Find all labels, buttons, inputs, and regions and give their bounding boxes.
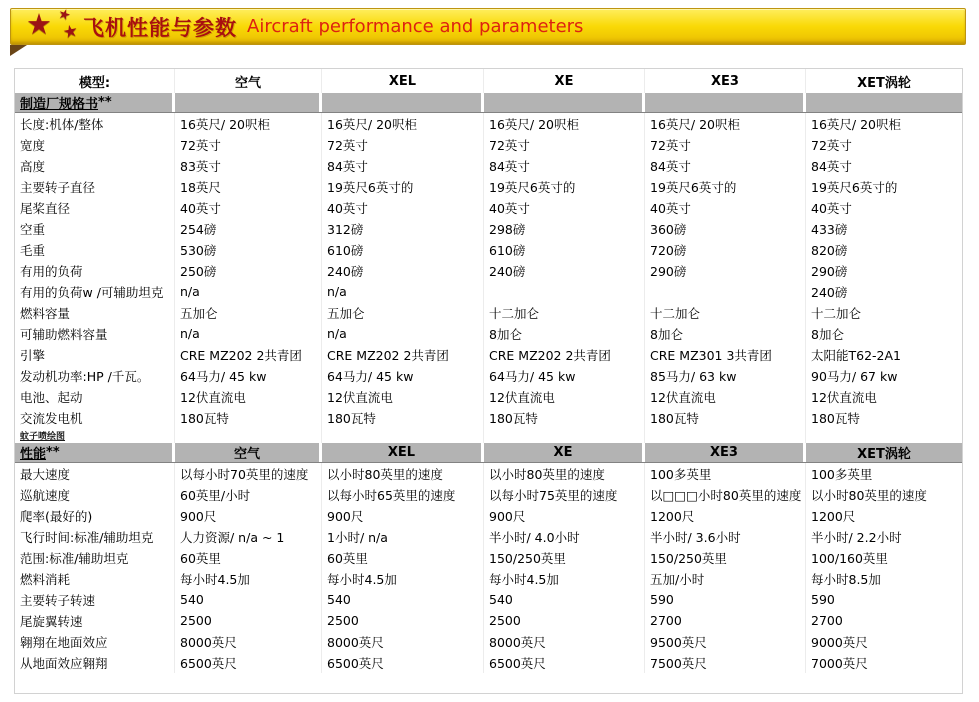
value-cell: 6500英尺 — [322, 652, 484, 673]
value-cell: 以小时80英里的速度 — [484, 463, 645, 484]
value-cell: 以□□□小时80英里的速度 — [645, 484, 806, 505]
row-label: 宽度 — [15, 134, 175, 155]
value-cell: 12伏直流电 — [322, 386, 484, 407]
value-cell: 100多英里 — [645, 463, 806, 484]
value-cell: CRE MZ202 2共青团 — [175, 344, 322, 365]
table-row — [15, 344, 962, 365]
row-label: 爬率(最好的) — [15, 505, 175, 526]
row-label: 引擎 — [15, 344, 175, 365]
value-cell: 84英寸 — [811, 158, 852, 174]
value-cell: 180瓦特 — [322, 407, 484, 428]
value-cell: 250磅 — [175, 260, 322, 281]
value-cell: 19英尺6英寸的 — [645, 176, 806, 197]
value-cell: 312磅 — [322, 218, 484, 239]
table-row — [15, 589, 962, 610]
value-cell: 十二加仑 — [484, 302, 645, 323]
value-cell: 150/250英里 — [645, 547, 806, 568]
row-label: 有用的负荷 — [15, 260, 175, 281]
value-cell: 290磅 — [811, 263, 848, 279]
table-row — [15, 568, 962, 589]
table-row — [15, 484, 962, 505]
value-cell: 590 — [645, 589, 806, 610]
value-cell: 2500 — [322, 610, 484, 631]
value-cell: 8加仑 — [484, 323, 645, 344]
value-cell: 8000英尺 — [175, 631, 322, 652]
table-row — [15, 463, 962, 484]
table-row — [15, 365, 962, 386]
table-row — [15, 260, 962, 281]
value-cell: 每小时8.5加 — [811, 571, 881, 587]
value-cell: 2500 — [484, 610, 645, 631]
value-cell: 19英尺6英寸的 — [811, 179, 898, 195]
value-cell: 半小时/ 2.2小时 — [811, 529, 902, 545]
value-cell: 太阳能T62-2A1 — [811, 347, 902, 363]
table-row — [15, 323, 962, 344]
column-header-xe3: XE3 — [645, 69, 806, 93]
value-cell: 180瓦特 — [811, 410, 860, 426]
value-cell: 7500英尺 — [645, 652, 806, 673]
value-cell: 83英寸 — [175, 155, 322, 176]
value-cell: 64马力/ 45 kw — [322, 365, 484, 386]
value-cell: 590 — [811, 592, 835, 607]
value-cell: 半小时/ 3.6小时 — [645, 526, 806, 547]
value-cell: 12伏直流电 — [175, 386, 322, 407]
table-row — [15, 407, 962, 428]
value-cell: 9000英尺 — [811, 634, 868, 650]
row-label: 飞行时间:标准/辅助坦克 — [15, 526, 175, 547]
value-cell: 16英尺/ 20呎柜 — [175, 113, 322, 134]
value-cell: 7000英尺 — [811, 655, 868, 671]
value-cell: 60英里 — [322, 547, 484, 568]
value-cell: 100多英里 — [811, 466, 873, 482]
value-cell: 1小时/ n/a — [322, 526, 484, 547]
value-cell: n/a — [175, 281, 322, 302]
row-label: 尾桨直径 — [15, 197, 175, 218]
model-header-label: 模型: — [15, 69, 175, 93]
table-row — [15, 197, 962, 218]
row-label: 从地面效应翱翔 — [15, 652, 175, 673]
value-cell: CRE MZ301 3共青团 — [645, 344, 806, 365]
column-header-xet: XET涡轮 — [806, 443, 962, 462]
page-title-chinese: 飞机性能与参数 — [83, 15, 237, 40]
star-icon: ★ — [26, 7, 52, 41]
row-label: 高度 — [15, 155, 175, 176]
banner-fold-decoration — [10, 45, 27, 56]
value-cell: 150/250英里 — [484, 547, 645, 568]
value-cell: 半小时/ 4.0小时 — [484, 526, 645, 547]
value-cell: 90马力/ 67 kw — [811, 368, 898, 384]
table-row — [15, 113, 962, 134]
value-cell: 540 — [484, 589, 645, 610]
value-cell: 16英尺/ 20呎柜 — [322, 113, 484, 134]
value-cell: 16英尺/ 20呎柜 — [811, 116, 901, 132]
value-cell: 40英寸 — [484, 197, 645, 218]
value-cell: 十二加仑 — [811, 305, 862, 321]
spec-comparison-table — [14, 68, 963, 694]
value-cell: 180瓦特 — [645, 407, 806, 428]
value-cell: 40英寸 — [175, 197, 322, 218]
star-icon: ★ — [60, 20, 81, 44]
column-header-xe: XE — [484, 443, 642, 462]
column-header-xe: XE — [484, 69, 645, 93]
value-cell: 540 — [322, 589, 484, 610]
value-cell: 298磅 — [484, 218, 645, 239]
value-cell: 五加/小时 — [645, 568, 806, 589]
value-cell: 16英尺/ 20呎柜 — [645, 113, 806, 134]
empty-gray-cell — [806, 93, 962, 112]
row-label: 空重 — [15, 218, 175, 239]
value-cell: 720磅 — [645, 239, 806, 260]
empty-gray-cell — [322, 93, 481, 112]
value-cell: 64马力/ 45 kw — [484, 365, 645, 386]
value-cell: 900尺 — [484, 505, 645, 526]
table-row — [15, 218, 962, 239]
value-cell: 2500 — [175, 610, 322, 631]
value-cell: 8000英尺 — [484, 631, 645, 652]
row-label: 主要转子转速 — [15, 589, 175, 610]
value-cell: 五加仑 — [175, 302, 322, 323]
column-header-xe3: XE3 — [645, 443, 803, 462]
value-cell: 以每小时65英里的速度 — [322, 484, 484, 505]
row-label: 巡航速度 — [15, 484, 175, 505]
spec-rows-group — [15, 113, 962, 428]
value-cell: 6500英尺 — [175, 652, 322, 673]
value-cell: 254磅 — [175, 218, 322, 239]
value-cell: 6500英尺 — [484, 652, 645, 673]
table-row — [15, 239, 962, 260]
row-label: 最大速度 — [15, 463, 175, 484]
table-row — [15, 547, 962, 568]
row-label: 主要转子直径 — [15, 176, 175, 197]
table-row — [15, 526, 962, 547]
value-cell: 85马力/ 63 kw — [645, 365, 806, 386]
stars-logo — [11, 5, 81, 45]
value-cell: 540 — [175, 589, 322, 610]
value-cell: 240磅 — [484, 260, 645, 281]
perf-section-title: 性能 ** — [15, 443, 172, 462]
value-cell: CRE MZ202 2共青团 — [484, 344, 645, 365]
value-cell: 每小时4.5加 — [322, 568, 484, 589]
star-icon: ★ — [55, 5, 73, 25]
value-cell: 900尺 — [175, 505, 322, 526]
value-cell: 360磅 — [645, 218, 806, 239]
value-cell: 72英寸 — [645, 134, 806, 155]
value-cell — [645, 281, 806, 302]
value-cell: 十二加仑 — [645, 302, 806, 323]
row-label: 交流发电机 — [15, 407, 175, 428]
value-cell: n/a — [175, 323, 322, 344]
value-cell: 每小时4.5加 — [484, 568, 645, 589]
value-cell: 18英尺 — [175, 176, 322, 197]
value-cell: 12伏直流电 — [811, 389, 877, 405]
value-cell: 900尺 — [322, 505, 484, 526]
row-label: 翱翔在地面效应 — [15, 631, 175, 652]
value-cell: 610磅 — [484, 239, 645, 260]
value-cell: 9500英尺 — [645, 631, 806, 652]
table-row — [15, 302, 962, 323]
value-cell: 40英寸 — [322, 197, 484, 218]
value-cell: 五加仑 — [322, 302, 484, 323]
perf-section-header-row — [15, 443, 962, 463]
value-cell: 8加仑 — [645, 323, 806, 344]
row-label: 有用的负荷w /可辅助坦克 — [15, 281, 175, 302]
row-label: 燃料消耗 — [15, 568, 175, 589]
value-cell: 530磅 — [175, 239, 322, 260]
table-row — [15, 155, 962, 176]
value-cell: 16英尺/ 20呎柜 — [484, 113, 645, 134]
value-cell: 820磅 — [811, 242, 848, 258]
value-cell: 290磅 — [645, 260, 806, 281]
row-label: 发动机功率:HP /千瓦。 — [15, 365, 175, 386]
value-cell — [484, 281, 645, 302]
spec-section-title: 制造厂规格书 ** — [15, 93, 172, 112]
value-cell: 180瓦特 — [175, 407, 322, 428]
value-cell: 19英尺6英寸的 — [322, 176, 484, 197]
value-cell: 84英寸 — [645, 155, 806, 176]
table-row — [15, 386, 962, 407]
row-label: 尾旋翼转速 — [15, 610, 175, 631]
value-cell: CRE MZ202 2共青团 — [322, 344, 484, 365]
value-cell: 610磅 — [322, 239, 484, 260]
value-cell: 2700 — [811, 613, 843, 628]
value-cell: 72英寸 — [811, 137, 852, 153]
value-cell: 以每小时75英里的速度 — [484, 484, 645, 505]
column-header-xet: XET涡轮 — [857, 75, 911, 91]
table-row — [15, 652, 962, 673]
value-cell: 240磅 — [322, 260, 484, 281]
row-label: 长度:机体/整体 — [15, 113, 175, 134]
table-row — [15, 631, 962, 652]
value-cell: 8000英尺 — [322, 631, 484, 652]
value-cell: 100/160英里 — [811, 550, 888, 566]
title-banner — [10, 5, 966, 45]
column-header-air: 空气 — [175, 443, 319, 462]
row-label: 可辅助燃料容量 — [15, 323, 175, 344]
value-cell: 1200尺 — [811, 508, 856, 524]
table-row — [15, 176, 962, 197]
spec-section-header-row — [15, 93, 962, 113]
value-cell: 19英尺6英寸的 — [484, 176, 645, 197]
value-cell: 64马力/ 45 kw — [175, 365, 322, 386]
value-cell: 72英寸 — [484, 134, 645, 155]
column-header-xel: XEL — [322, 69, 484, 93]
row-label: 范围:标准/辅助坦克 — [15, 547, 175, 568]
page-title-english: Aircraft performance and parameters — [247, 16, 584, 37]
diagram-link-cell — [15, 428, 175, 443]
row-label: 毛重 — [15, 239, 175, 260]
value-cell: 以小时80英里的速度 — [322, 463, 484, 484]
value-cell: 40英寸 — [645, 197, 806, 218]
empty-gray-cell — [175, 93, 319, 112]
value-cell: 72英寸 — [175, 134, 322, 155]
value-cell: n/a — [322, 323, 484, 344]
column-header-xel: XEL — [322, 443, 481, 462]
value-cell: 180瓦特 — [484, 407, 645, 428]
value-cell: 1200尺 — [645, 505, 806, 526]
mosquito-diagram-link[interactable]: 蚊子喷绘图 — [20, 432, 66, 442]
diagram-link-row — [15, 428, 962, 443]
value-cell: 8加仑 — [811, 326, 844, 342]
empty-gray-cell — [484, 93, 642, 112]
value-cell: 12伏直流电 — [645, 386, 806, 407]
table-row — [15, 610, 962, 631]
row-label: 燃料容量 — [15, 302, 175, 323]
table-row — [15, 281, 962, 302]
value-cell: 84英寸 — [484, 155, 645, 176]
value-cell: 人力资源/ n/a ~ 1 — [175, 526, 322, 547]
value-cell: 60英里/小时 — [175, 484, 322, 505]
value-cell: 433磅 — [811, 221, 848, 237]
value-cell: 每小时4.5加 — [175, 568, 322, 589]
column-header-air: 空气 — [175, 69, 322, 93]
model-header-row — [15, 69, 962, 93]
table-row — [15, 134, 962, 155]
perf-rows-group — [15, 463, 962, 673]
value-cell: 72英寸 — [322, 134, 484, 155]
value-cell: 以小时80英里的速度 — [811, 487, 927, 503]
value-cell: 40英寸 — [811, 200, 852, 216]
value-cell: 240磅 — [811, 284, 848, 300]
value-cell: n/a — [322, 281, 484, 302]
row-label: 电池、起动 — [15, 386, 175, 407]
value-cell: 12伏直流电 — [484, 386, 645, 407]
table-row — [15, 505, 962, 526]
value-cell: 以每小时70英里的速度 — [175, 463, 322, 484]
value-cell: 84英寸 — [322, 155, 484, 176]
value-cell: 60英里 — [175, 547, 322, 568]
value-cell: 2700 — [645, 610, 806, 631]
empty-gray-cell — [645, 93, 803, 112]
